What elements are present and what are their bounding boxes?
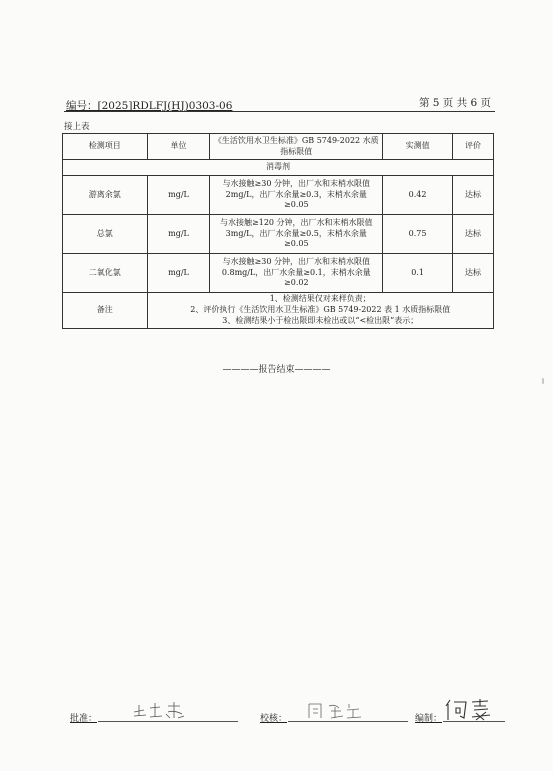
signature-row bbox=[70, 700, 510, 724]
row-unit: mg/L bbox=[147, 215, 210, 254]
table-row bbox=[63, 254, 494, 293]
category-label: 消毒剂 bbox=[63, 160, 494, 176]
prepared-label: 编制： bbox=[415, 714, 443, 724]
remarks-label: 备注 bbox=[63, 293, 148, 329]
header-standard: 《生活饮用水卫生标准》GB 5749-2022 水质指标限值 bbox=[210, 134, 383, 160]
row-limit: 与水接触≥120 分钟，出厂水和末梢水限值 3mg/L，出厂水余量≥0.5，末梢水余量≥0.05 bbox=[210, 215, 383, 254]
table-header-row bbox=[63, 134, 494, 160]
category-row bbox=[63, 160, 494, 176]
table-row bbox=[63, 215, 494, 254]
report-end-marker: ————报告结束———— bbox=[222, 365, 331, 375]
header-item: 检测项目 bbox=[63, 134, 148, 160]
scan-mark bbox=[542, 378, 544, 384]
header-divider bbox=[64, 111, 495, 112]
row-limit: 与水接触≥30 分钟，出厂水和末梢水限值 0.8mg/L，出厂水余量≥0.1，末梢水余量≥0.02 bbox=[210, 254, 383, 293]
row-measured: 0.42 bbox=[383, 176, 453, 215]
row-measured: 0.75 bbox=[383, 215, 453, 254]
remark-line: 1、检测结果仅对来样负责； bbox=[269, 294, 371, 304]
remarks-content bbox=[147, 293, 493, 329]
header-measured: 实测值 bbox=[383, 134, 453, 160]
row-evaluation: 达标 bbox=[453, 215, 494, 254]
row-limit: 与水接触≥30 分钟，出厂水和末梢水限值 2mg/L，出厂水余量≥0.3，末梢水余量≥0.05 bbox=[210, 176, 383, 215]
checked-label: 校核： bbox=[260, 714, 288, 724]
row-evaluation: 达标 bbox=[453, 176, 494, 215]
page-indicator: 第 5 页 共 6 页 bbox=[418, 97, 491, 109]
checked-line bbox=[288, 721, 408, 722]
approved-line bbox=[98, 721, 238, 722]
row-item: 游离余氯 bbox=[63, 176, 148, 215]
remark-line: 3、检测结果小于检出限即未检出或以“<检出限”表示； bbox=[222, 315, 419, 325]
report-number: 编号：[2025]RDLFJ(HJ)0303-06 bbox=[66, 100, 233, 112]
header-unit: 单位 bbox=[147, 134, 210, 160]
results-table bbox=[62, 133, 494, 329]
row-item: 总氯 bbox=[63, 215, 148, 254]
row-evaluation: 达标 bbox=[453, 254, 494, 293]
prepared-signature bbox=[442, 696, 504, 722]
approved-label: 批准： bbox=[70, 714, 98, 724]
row-unit: mg/L bbox=[147, 254, 210, 293]
table-row bbox=[63, 176, 494, 215]
approved-signature bbox=[130, 700, 210, 720]
row-unit: mg/L bbox=[147, 176, 210, 215]
row-item: 二氧化氯 bbox=[63, 254, 148, 293]
row-measured: 0.1 bbox=[383, 254, 453, 293]
continued-label: 接上表 bbox=[64, 122, 90, 132]
remarks-row bbox=[63, 293, 494, 329]
remark-line: 2、评价执行《生活饮用水卫生标准》GB 5749-2022 表 1 水质指标限值 bbox=[190, 305, 451, 315]
header-evaluation: 评价 bbox=[453, 134, 494, 160]
checked-signature bbox=[305, 700, 380, 720]
